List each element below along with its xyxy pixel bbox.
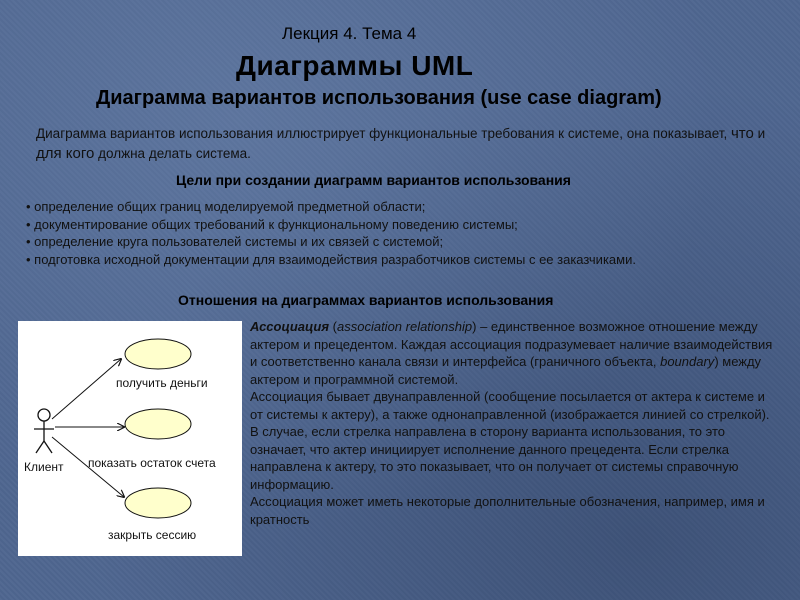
association-text-1-end: ) между актером и программной системой. <box>250 354 762 387</box>
lecture-label: Лекция 4. Тема 4 <box>282 24 417 43</box>
association-description <box>250 318 780 528</box>
actor-head <box>38 409 50 421</box>
page-title: Диаграммы UML <box>236 50 474 81</box>
goal-item: • определение круга пользователей системы и их связей с системой; <box>26 233 786 251</box>
association-paren: ( <box>329 319 337 334</box>
intro-what: что <box>730 125 754 142</box>
intro-whom: для кого <box>36 145 95 162</box>
intro-text-1: Диаграмма вариантов использования иллюстрирует функциональные требования к системе, она показывает, <box>36 126 731 141</box>
use-case-ellipse <box>125 409 191 439</box>
use-case-ellipse <box>125 488 191 518</box>
use-case-label: получить деньги <box>116 376 208 390</box>
intro-text-2: должна делать система. <box>94 146 251 161</box>
use-case-label: показать остаток счета <box>88 456 216 470</box>
association-paragraph-2: Ассоциация бывает двунаправленной (сообщение посылается от актера к системе и от системы к актеру), а также однонаправленной (изображается линией со стрелкой). В случае, если стрелка направлена в сторону варианта использования, то это означает, что актер инициирует исполнение данного прецедента. Если стрелка направлена к актеру, то это показывает, что он получает от системы справочную информацию. <box>250 389 770 492</box>
use-case-diagram <box>18 321 242 556</box>
association-term: Ассоциация <box>250 319 330 334</box>
association-boundary: boundary <box>660 354 715 369</box>
use-case-ellipse <box>125 339 191 369</box>
actor-leg-right <box>44 441 52 453</box>
goal-item: • подготовка исходной документации для взаимодействия разработчиков системы с ее заказчиками. <box>26 251 786 269</box>
goals-list <box>26 198 786 268</box>
goal-item: • документирование общих требований к функциональному поведению системы; <box>26 216 786 234</box>
goal-item: • определение общих границ моделируемой предметной области; <box>26 198 786 216</box>
relations-heading: Отношения на диаграммах вариантов использования <box>178 292 554 308</box>
association-line <box>52 359 121 419</box>
association-term-en: association relationship <box>336 319 473 334</box>
page-subtitle: Диаграмма вариантов использования (use case diagram) <box>96 87 662 109</box>
use-case-label: закрыть сессию <box>108 528 197 542</box>
actor-figure <box>34 409 54 453</box>
association-paragraph-3: Ассоциация может иметь некоторые дополнительные обозначения, например, имя и кратность <box>250 494 765 527</box>
goals-heading: Цели при создании диаграмм вариантов использования <box>176 172 571 188</box>
intro-paragraph <box>36 124 776 164</box>
association-text-1: ) – единственное возможное отношение между актером и прецедентом. Каждая ассоциация подразумевает наличие взаимодействия и соответственно канала связи и интерфейса (граничного объекта, <box>250 319 773 369</box>
actor-label: Клиент <box>24 460 64 474</box>
association-paragraph-1 <box>250 318 780 388</box>
actor-leg-left <box>36 441 44 453</box>
intro-and: и <box>753 126 766 141</box>
use-case-diagram-svg <box>18 321 242 556</box>
